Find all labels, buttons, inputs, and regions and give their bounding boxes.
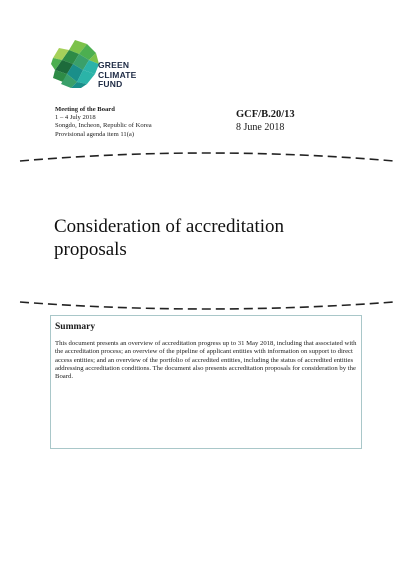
- logo-line-climate: CLIMATE: [98, 69, 137, 80]
- document-date: 8 June 2018: [236, 122, 285, 133]
- logo-wordmark: [98, 61, 137, 90]
- meeting-location: Songdo, Incheon, Republic of Korea: [55, 122, 152, 130]
- logo-line-fund: FUND: [98, 79, 123, 89]
- summary-box: [50, 315, 362, 449]
- meeting-info: [55, 106, 152, 139]
- page-title: Consideration of accreditation proposals: [54, 216, 285, 260]
- meeting-title: Meeting of the Board: [55, 106, 115, 113]
- document-number: GCF/B.20/13: [236, 109, 295, 120]
- gcf-globe-logo-icon: [49, 38, 101, 90]
- decorative-dashed-curve-top: [0, 143, 414, 173]
- meeting-agenda-item: Provisional agenda item 11(a): [55, 130, 135, 138]
- summary-heading: Summary: [55, 322, 96, 332]
- logo-line-green: GREEN: [98, 60, 130, 70]
- meeting-dates: 1 – 4 July 2018: [55, 114, 96, 122]
- summary-text: This document presents an overview of accreditation progress up to 31 May 2018, including that associated with the accreditation process; an overview of the pipeline of applicant entities with information on support to direct access entities; and an overview of the portfolio of accredited entities, including the status of accredited entities addressing accreditation conditions. The document also presents accreditation proposals for consideration by the Board.: [55, 340, 357, 381]
